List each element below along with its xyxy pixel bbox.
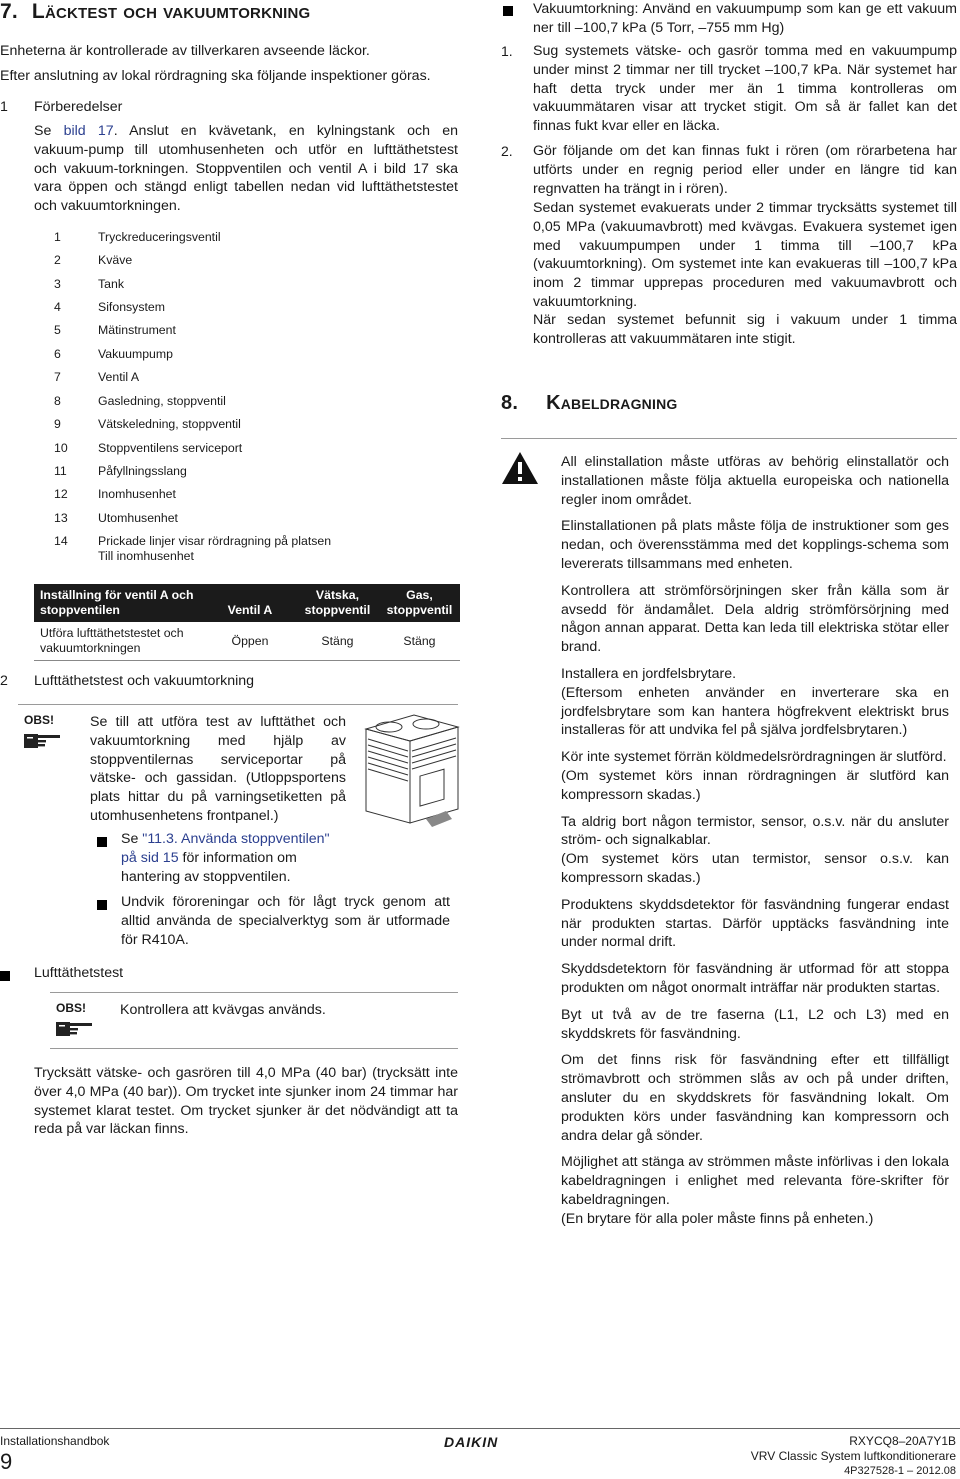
intro-paragraph-1: Enheterna är kontrollerade av tillverkaren avseende läckor. — [0, 43, 370, 59]
table-header: Gas, stoppventil — [379, 584, 460, 622]
obs-bullet-2: Undvik föroreningar och för lågt tryck genom att alltid använda de specialverktyg som är utformade för R410A. — [121, 894, 450, 948]
warning-paragraph: Elinstallationen på plats måste följa de instruktioner som ges nedan, och överensstämma med det kopplings-schema som levererats tillsammans med enheten. — [561, 518, 949, 572]
table-header: Vätska, stoppventil — [296, 584, 379, 622]
table-header-row — [34, 584, 460, 622]
step-2-number: 2 — [0, 673, 8, 689]
step-1-number: 1 — [0, 99, 8, 115]
warning-paragraph: Installera en jordfelsbrytare. (Eftersom enheten använder en inverterare ska en jordfelsbrytare som kan hantera högfrekvent elektriskt brus installeras för att undvika fel på själva jordfelsbrytaren.) — [561, 665, 949, 739]
step-number: 1. — [501, 43, 513, 59]
footer-rule — [0, 1428, 960, 1429]
divider — [50, 992, 458, 993]
bullet-marker — [97, 897, 107, 915]
section-heading-8: 8. Kabeldragning — [501, 392, 678, 414]
footer-doc-number: 4P327528-1 – 2012.08 — [844, 1465, 956, 1477]
table-header: Inställning för ventil A och stoppventilen — [34, 584, 204, 622]
valve-settings-table — [34, 584, 460, 661]
table-cell: Stäng — [296, 622, 379, 661]
outdoor-unit-illustration — [354, 711, 464, 838]
table-cell: Utföra lufttäthetstestet och vakuumtorkningen — [34, 622, 204, 661]
vacuum-step-2-b: Sedan systemet evakuerats under 2 timmar trycksätts systemet till 0,05 MPa (vakuumavbrott) med kvävgas. Evakuera systemet igen med vakuumpumpen under 1 timma till –100,7 kPa (vakuumtorkning). Om systemet inte kan evakueras till –100,7 kPa inom 2 timmar upprepas proceduren med vakuumavbrott och vakuumtorkning. — [533, 200, 957, 310]
warning-paragraph: Om det finns risk för fasvändning efter ett tillfälligt strömavbrott och strömmen slås av och på under driften, ansluter du en skyddskrets för fasvändning lokalt. Om produkten körs under fasvändning kan kompressorn och andra delar gå sönder. — [561, 1052, 949, 1144]
table-cell: Stäng — [379, 622, 460, 661]
footer-series: VRV Classic System luftkonditionerare — [750, 1449, 956, 1463]
obs-label: OBS! — [56, 1001, 86, 1015]
step-number: 2. — [501, 143, 513, 159]
vacuum-step-1: Sug systemets vätske- och gasrör tomma med en vakuumpump under minst 2 timmar ner till trycket –100,7 kPa. När systemet har haft detta tryck under mer än 1 timma kontrolleras om vakuummätaren visar att trycket stigit. Om så är fallet kan det finnas fukt kvar eller en läcka. — [533, 43, 957, 135]
warning-paragraph: Skyddsdetektorn för fasvändning är utformad för att stoppa produkten om något onormalt inträffar när produkten startas. — [561, 961, 949, 996]
section-heading-7: 7. Läcktest och vakuumtorkning — [0, 0, 311, 23]
footer-model: RXYCQ8–20A7Y1B — [849, 1434, 956, 1448]
warning-paragraph: Kontrollera att strömförsörjningen sker från källa som är avsedd för ändamålet. Dela aldrig strömförsörjning med någon annan apparat. Detta kan leda till elektriska stötar eller brand. — [561, 582, 949, 656]
figure-link[interactable]: bild 17 — [63, 123, 114, 139]
pointing-hand-icon — [54, 1018, 94, 1045]
warning-list — [561, 453, 949, 1236]
page-reference-link[interactable]: "11.3. Använda stoppventilen" på sid 15 — [121, 831, 330, 866]
warning-paragraph: Ta aldrig bort någon termistor, sensor, o.s.v. när du ansluter ström- och signalkablar. (Om systemet körs utan termistor, sensor o.s.v. kan kompressorn skadas.) — [561, 813, 949, 886]
bullet-marker — [0, 968, 10, 986]
bullet-marker — [503, 3, 513, 21]
obs-label: OBS! — [24, 713, 54, 727]
step-2-title: Lufttäthetstest och vakuumtorkning — [34, 673, 255, 689]
warning-triangle-icon — [501, 451, 539, 490]
warning-paragraph: Produktens skyddsdetektor för fasvändning fungerar endast när produkten startas. Därför upptäcks fasvändning inte under normal drift. — [561, 896, 949, 951]
table-cell: Öppen — [204, 622, 296, 661]
step-1-title: Förberedelser — [34, 99, 123, 115]
brand-logo: DAIKIN — [444, 1434, 499, 1450]
leak-test-title: Lufttäthetstest — [34, 965, 124, 981]
intro-paragraph-2: Efter anslutning av lokal rördragning ska följande inspektioner göras. — [0, 68, 431, 84]
divider — [50, 1048, 458, 1049]
bullet-marker — [97, 834, 107, 852]
vacuum-step-2-c: När sedan systemet befunnit sig i vakuum under 1 timma kontrolleras att vakuummätaren inte stigit. — [533, 312, 957, 347]
vacuum-step-2-a: Gör följande om det kan finnas fukt i rören (om rörarbetena har utförts under en regnig period eller under en längre tid kan regnvatten ha trängt in i rören). — [533, 143, 957, 197]
footer-manual-title: Installationshandbok — [0, 1434, 110, 1448]
table-header: Ventil A — [204, 584, 296, 622]
vacuum-drying-bullet: Vakuumtorkning: Använd en vakuumpump som kan ge ett vakuum ner till –100,7 kPa (5 Torr, –755 mm Hg) — [533, 1, 957, 36]
pressure-test-paragraph: Trycksätt vätske- och gasrören till 4,0 MPa (40 bar) (trycksätt inte över 4,0 MPa (40 bar)). Om trycket inte sjunker inom 24 timmar har systemet klarat testet. Om trycket sjunker är det nödvändigt att ta reda på var läckan finns. — [34, 1065, 458, 1138]
table-row — [34, 622, 460, 661]
obs-bullet-1: Se "11.3. Använda stoppventilen" på sid 15 för information om hantering av stoppventilen. — [121, 831, 330, 885]
warning-paragraph: Möjlighet att stänga av strömmen måste införlivas i den lokala kabeldragningen i enlighet med relevanta före-skrifter för kabeldragningen. (En brytare för alla poler måste finns på enheten.) — [561, 1154, 949, 1227]
warning-paragraph: All elinstallation måste utföras av behörig elinstallatör och installationen måste följa aktuella europeiska och nationella regler inom området. — [561, 454, 949, 508]
step-1-body: Se bild 17. Anslut en kvävetank, en kylningstank och en vakuum-pump till utomhusenheten och utför en lufttäthetstest och vakuum-torkningen. Stoppventilen och ventil A i bild 17 ska vara öppen och stängd enligt tabellen nedan vid lufttäthetstestet och vakuumtorkningen. — [34, 123, 459, 215]
pointing-hand-icon — [22, 730, 62, 757]
obs-text: Se till att utföra test av lufttäthet och vakuumtorkning med hjälp av stoppventilernas serviceportar på vätske- och gassidan. (Utloppsportens plats hittar du på varningsetiketten på utomhusenhetens frontpanel.) — [90, 714, 346, 824]
obs-2-text: Kontrollera att kvävgas används. — [120, 1002, 326, 1018]
footer-meta — [751, 1434, 956, 1479]
warning-paragraph: Byt ut två av de tre faserna (L1, L2 och L3) med en skyddskrets för fasvändning. — [561, 1006, 949, 1042]
warning-paragraph: Kör inte systemet förrän köldmedelsrördragningen är slutförd. (Om systemet körs innan rördragningen är slutförd kan kompressorn skadas.) — [561, 749, 949, 803]
divider — [18, 704, 458, 705]
footer-page-number: 9 — [0, 1449, 13, 1474]
divider — [501, 438, 957, 439]
